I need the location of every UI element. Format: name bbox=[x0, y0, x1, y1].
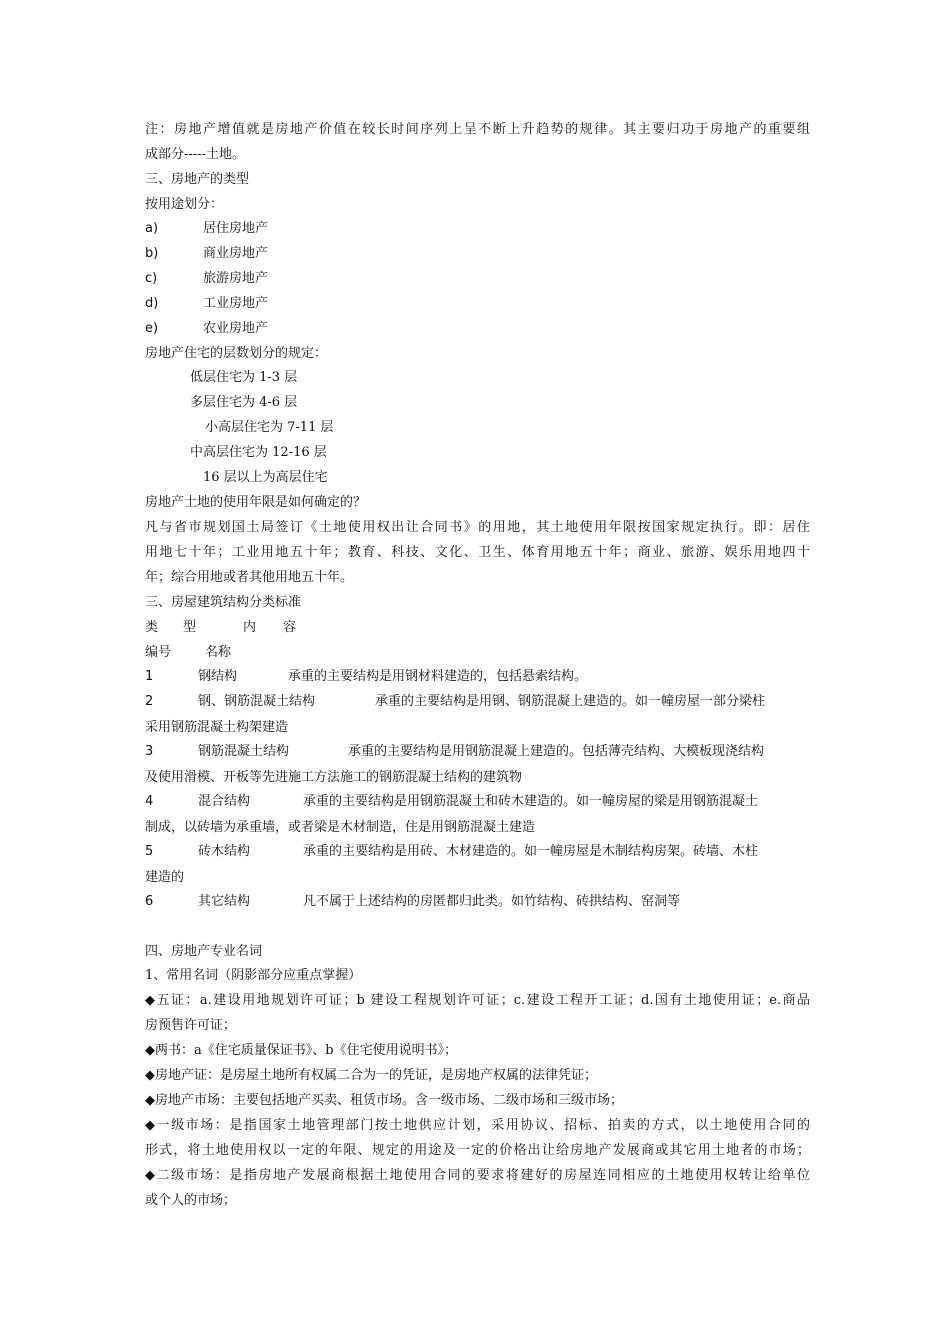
table-header: 容 bbox=[283, 620, 297, 635]
term-line: ◆两书：a《住宅质量保证书》、b《住宅使用说明书》； bbox=[145, 1043, 458, 1058]
floor-rule-line: 多层住宅为 4-6 层 bbox=[190, 395, 298, 410]
section-heading: 四、房地产专业名词 bbox=[145, 944, 263, 959]
floor-rule-line: 16 层以上为高层住宅 bbox=[203, 470, 328, 485]
floor-rule-line: 中高层住宅为 12-16 层 bbox=[190, 445, 327, 460]
paragraph-line: 用地七十年；工业用地五十年；教育、科技、文化、卫生、体育用地五十年；商业、旅游、娱乐用地四十 bbox=[145, 545, 810, 560]
list-marker: e) bbox=[145, 321, 159, 336]
term-line: 房预售许可证； bbox=[145, 1018, 237, 1033]
structure-description: 及使用滑模、开板等先进施工方法施工的钢筋混凝土结构的建筑物 bbox=[145, 770, 523, 785]
structure-name: 钢筋混凝土结构 bbox=[198, 744, 290, 759]
list-item: 居住房地产 bbox=[203, 221, 269, 236]
floor-rule-line: 小高层住宅为 7-11 层 bbox=[205, 420, 334, 435]
section-heading: 三、房屋建筑结构分类标准 bbox=[145, 595, 302, 610]
structure-description: 承重的主要结构是用钢、钢筋混凝上建造的。如一幢房屋一部分梁柱 bbox=[375, 694, 766, 709]
structure-description: 制成，以砖墙为承重墙，或者梁是木材制造，住是用钢筋混凝土建造 bbox=[145, 820, 536, 835]
list-marker: c) bbox=[145, 271, 158, 286]
row-number: 2 bbox=[145, 694, 154, 709]
structure-description: 承重的主要结构是用钢材料建造的，包括悬索结构。 bbox=[288, 669, 588, 684]
list-marker: b) bbox=[145, 246, 159, 261]
table-header: 编号 bbox=[145, 645, 172, 660]
term-line: 或个人的市场； bbox=[145, 1193, 237, 1208]
list-item: 工业房地产 bbox=[203, 296, 269, 311]
structure-description: 承重的主要结构是用砖、木材建造的。如一幢房屋是木制结构房架。砖墙、木柱 bbox=[303, 844, 759, 859]
row-number: 3 bbox=[145, 744, 154, 759]
row-number: 6 bbox=[145, 894, 154, 909]
list-item: 商业房地产 bbox=[203, 246, 269, 261]
paragraph-line: 房地产住宅的层数划分的规定： bbox=[145, 346, 328, 361]
term-line: ◆五证：a.建设用地规划许可证；b 建设工程规划许可证；c.建设工程开工证；d.国有土地使用证；e.商品 bbox=[145, 993, 810, 1008]
row-number: 1 bbox=[145, 669, 154, 684]
section-heading: 三、房地产的类型 bbox=[145, 172, 250, 187]
paragraph-line: 凡与省市规划国土局签订《土地使用权出让合同书》的用地，其土地使用年限按国家规定执行。即：居住 bbox=[145, 520, 810, 535]
structure-description: 采用钢筋混凝土构架建造 bbox=[145, 720, 289, 735]
structure-name: 混合结构 bbox=[198, 794, 251, 809]
structure-name: 钢、钢筋混凝土结构 bbox=[198, 694, 316, 709]
list-marker: a) bbox=[145, 221, 159, 236]
row-number: 5 bbox=[145, 844, 154, 859]
term-line: ◆房地产市场：主要包括地产买卖、租赁市场。含一级市场、二级市场和三级市场； bbox=[145, 1093, 623, 1108]
list-item: 旅游房地产 bbox=[203, 271, 269, 286]
paragraph-line: 成部分-----土地。 bbox=[145, 147, 245, 162]
table-header: 型 bbox=[183, 620, 197, 635]
structure-name: 其它结构 bbox=[198, 894, 251, 909]
paragraph-line: 按用途划分： bbox=[145, 197, 224, 212]
paragraph-line: 年；综合用地或者其他用地五十年。 bbox=[145, 570, 354, 585]
structure-description: 建造的 bbox=[145, 870, 185, 885]
paragraph-line: 注：房地产增值就是房地产价值在较长时间序列上呈不断上升趋势的规律。其主要归功于房地产的重要组 bbox=[145, 122, 810, 137]
term-line: 形式，将土地使用权以一定的年限、规定的用途及一定的价格出让给房地产发展商或其它用土地者的市场； bbox=[145, 1143, 810, 1158]
floor-rule-line: 低层住宅为 1-3 层 bbox=[190, 370, 298, 385]
structure-name: 钢结构 bbox=[198, 669, 238, 684]
table-header: 内 bbox=[243, 620, 257, 635]
table-header: 名称 bbox=[205, 645, 232, 660]
term-line: ◆一级市场：是指国家土地管理部门按土地供应计划，采用协议、招标、拍卖的方式，以土地使用合同的 bbox=[145, 1118, 810, 1133]
paragraph-line: 房地产土地的使用年限是如何确定的？ bbox=[145, 495, 367, 510]
term-line: ◆房地产证：是房屋土地所有权属二合为一的凭证，是房地产权属的法律凭证； bbox=[145, 1068, 597, 1083]
structure-name: 砖木结构 bbox=[198, 844, 251, 859]
sub-heading: 1、常用名词（阴影部分应重点掌握） bbox=[145, 968, 362, 983]
structure-description: 承重的主要结构是用钢筋混凝上建造的。包括薄壳结构、大模板现浇结构 bbox=[348, 744, 765, 759]
structure-description: 承重的主要结构是用钢筋混凝土和砖木建造的。如一幢房屋的梁是用钢筋混凝土 bbox=[303, 794, 759, 809]
table-header: 类 bbox=[145, 620, 159, 635]
list-item: 农业房地产 bbox=[203, 321, 269, 336]
structure-description: 凡不属于上述结构的房匿都归此类。如竹结构、砖拱结构、窑洞等 bbox=[303, 894, 681, 909]
list-marker: d) bbox=[145, 296, 159, 311]
row-number: 4 bbox=[145, 794, 154, 809]
term-line: ◆二级市场：是指房地产发展商根据土地使用合同的要求将建好的房屋连同相应的土地使用权转让给单位 bbox=[145, 1168, 810, 1183]
